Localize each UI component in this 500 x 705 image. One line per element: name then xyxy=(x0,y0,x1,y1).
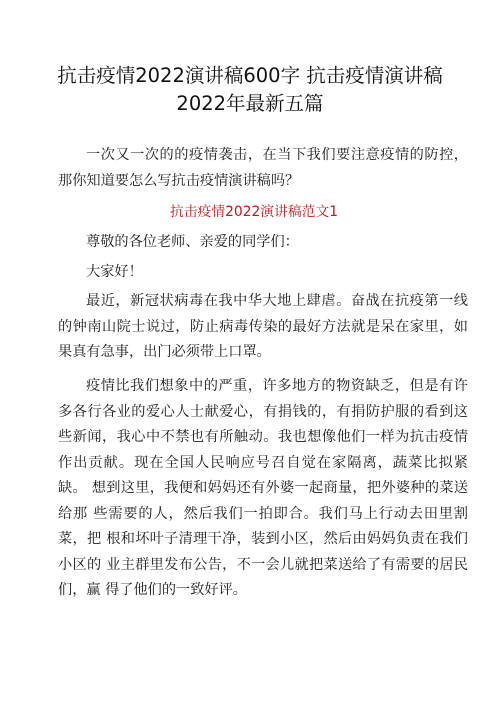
body-paragraph-1: 最近，新冠状病毒在我中华大地上肆虐。奋战在抗疫第一线 的钟南山院士说过，防止病毒传染的最好方法就是呆在家里，如 果真有急事，出门必须带上口罩。 xyxy=(58,293,468,360)
document-title xyxy=(40,62,460,118)
intro-paragraph: 一次又一次的的疫情袭击，在当下我们要注意疫情的防控， 那你知道要怎么写抗击疫情演讲稿吗？ xyxy=(58,147,468,189)
greeting-line: 尊敬的各位老师、亲爱的同学们： xyxy=(86,234,299,250)
hello-line: 大家好！ xyxy=(86,264,143,280)
title-line-1: 抗击疫情2022演讲稿600字 抗击疫情演讲稿 xyxy=(57,64,443,87)
body-paragraph-2: 疫情比我们想象中的严重，许多地方的物资缺乏，但是有许 多各行各业的爱心人士献爱心，有捐钱的，有捐防护服的看到这 些新闻，我心中不禁也有所触动。我也想像他们一样为抗击疫情 作出贡献。现在全国人民响应号召自觉在家隔离，蔬菜比拟紧缺。 想到这里，我便和妈妈还有外婆一起商量，把外婆种的菜送给那 些需要的人，然后我们一拍即合。我们马上行动去田里割菜，把 根和坏叶子清理干净，装到小区，然后由妈妈负责在我们小区的 业主群里发布公告，不一会儿就把菜送给了有需要的居民们，赢 得了他们的一致好评。 xyxy=(58,378,468,598)
title-line-2: 2022年最新五篇 xyxy=(176,92,324,115)
sample-heading: 抗击疫情2022演讲稿范文1 xyxy=(169,204,339,220)
